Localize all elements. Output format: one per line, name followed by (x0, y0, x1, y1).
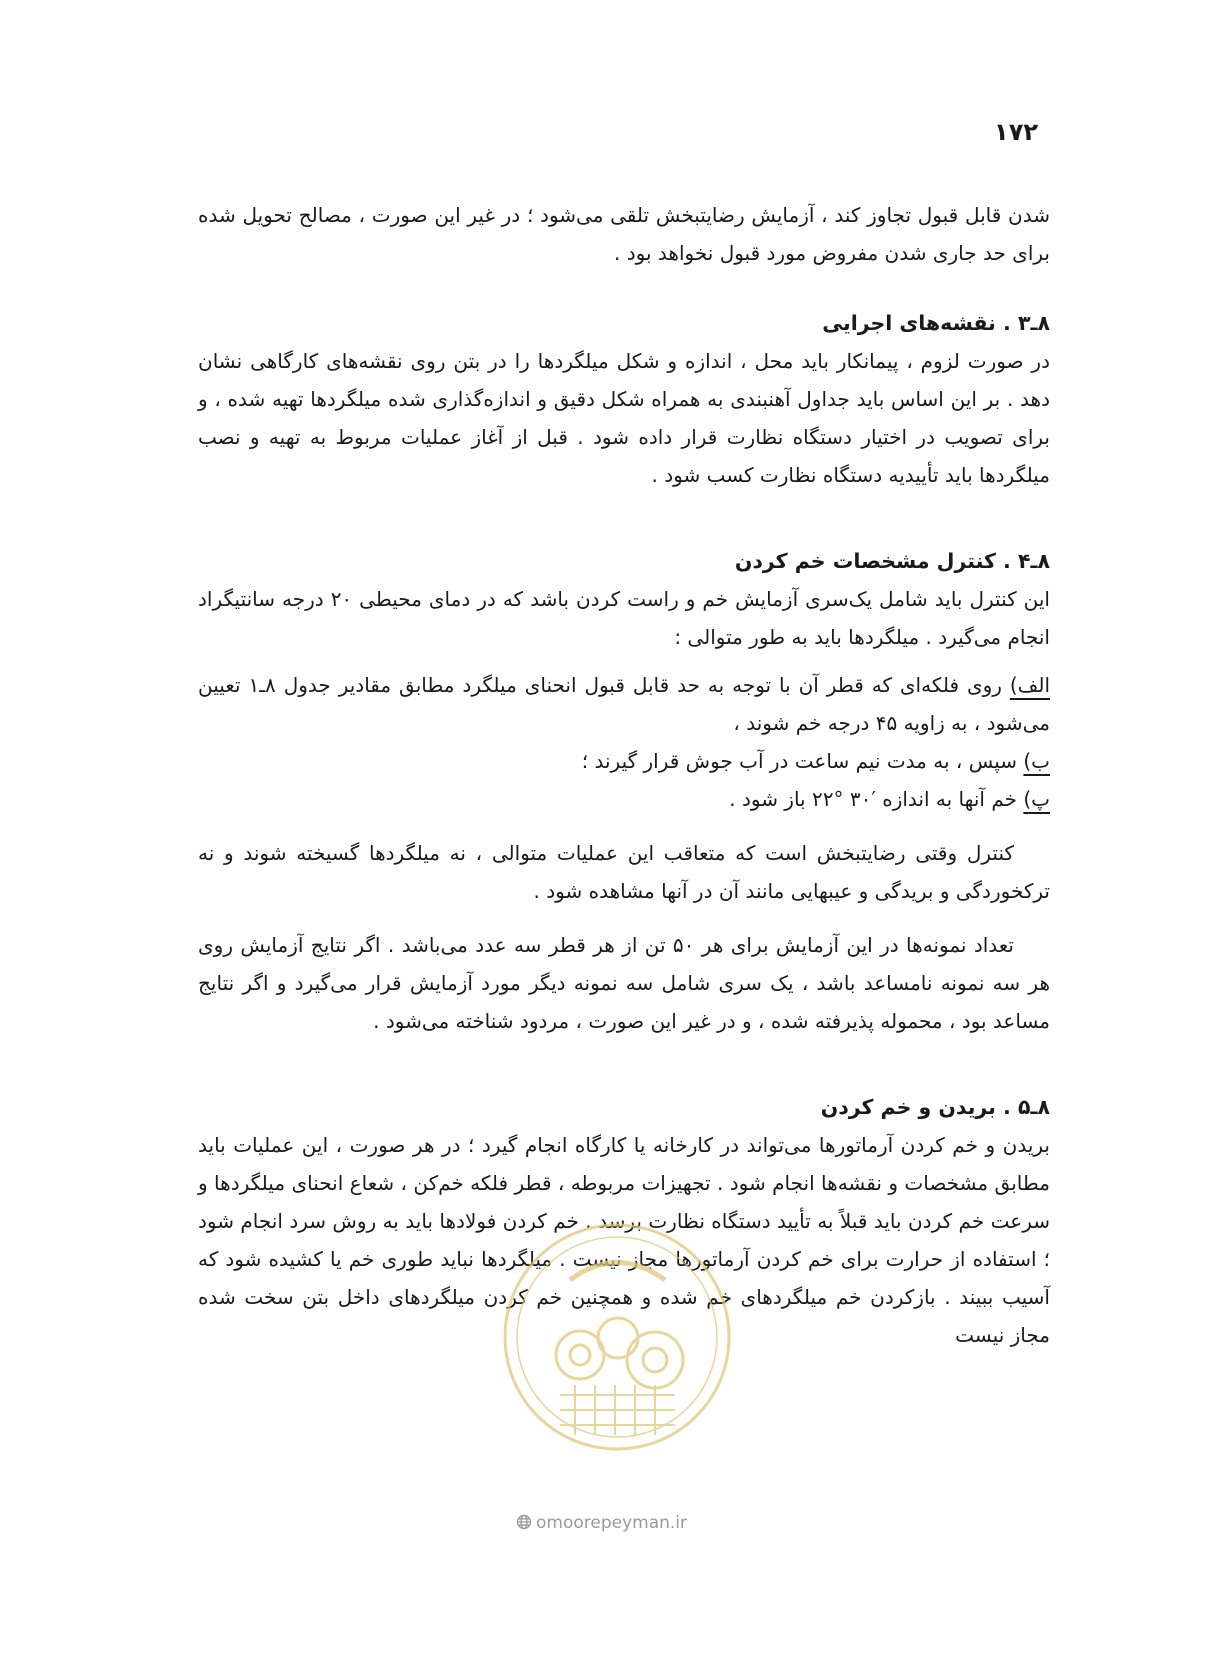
intro-paragraph: شدن قابل قبول تجاوز کند ، آزمایش رضایتبخش تلقی می‌شود ؛ در غیر این صورت ، مصالح تحویل شده برای حد جاری شدن مفروض مورد قبول نخواهد بود . (198, 203, 1050, 265)
watermark-url (516, 1513, 687, 1533)
bend-steps-list (198, 666, 1050, 818)
section-4-heading: ۸ـ۴ . کنترل مشخصات خم کردن (734, 549, 1050, 573)
section-4-paragraph-1: کنترل وقتی رضایتبخش است که متعاقب این عملیات متوالی ، نه میلگردها گسیخته شوند و نه ترکخوردگی و بریدگی و عیبهایی مانند آن در آنها مشاهده شود . (198, 841, 1050, 903)
section-3-heading: ۸ـ۳ . نقشه‌های اجرایی (822, 311, 1050, 335)
list-item (198, 780, 1050, 818)
section-4-intro: این کنترل باید شامل یک‌سری آزمایش خم و راست کردن باشد که در دمای محیطی ۲۰ درجه سانتیگراد انجام می‌گیرد . میلگردها باید به طور متوالی : (198, 587, 1050, 649)
list-item-text: روی فلکه‌ای که قطر آن با توجه به حد قابل قبول انحنای میلگرد مطابق مقادیر جدول ۸ـ۱ تعیین می‌شود ، به زاویه ۴۵ درجه خم شوند ، (198, 673, 1050, 735)
list-item-text: سپس ، به مدت نیم ساعت در آب جوش قرار گیرند ؛ (581, 749, 1024, 773)
list-item-text: خم آنها به اندازه ′۳۰ °۲۲ باز شود . (729, 787, 1024, 811)
page-number: ۱۷۲ (994, 118, 1038, 146)
watermark-url-text: omoorepeyman.ir (536, 1513, 688, 1533)
section-3-body: در صورت لزوم ، پیمانکار باید محل ، اندازه و شکل میلگردها را در بتن روی نقشه‌های کارگاهی نشان دهد . بر این اساس باید جداول آهنبندی به همراه شکل دقیق و اندازه‌گذاری شده میلگردها تهیه شده ، و برای تصویب در اختیار دستگاه نظارت قرار داده شود . قبل از آغاز عملیات مربوط به تهیه و نصب میلگردها باید تأییدیه دستگاه نظارت کسب شود . (198, 349, 1050, 487)
list-item (198, 666, 1050, 742)
globe-icon (516, 1514, 532, 1530)
list-item (198, 742, 1050, 780)
list-marker: ب) (1023, 749, 1050, 773)
watermark-seal-icon (500, 1220, 735, 1455)
section-4-paragraph-2: تعداد نمونه‌ها در این آزمایش برای هر ۵۰ تن از هر قطر سه عدد می‌باشد . اگر نتایج آزمایش روی هر سه نمونه نامساعد باشد ، یک سری شامل سه نمونه دیگر مورد آزمایش قرار می‌گیرد و اگر نتایج مساعد بود ، محموله پذیرفته شده ، و در غیر این صورت ، مردود شناخته می‌شود . (198, 933, 1050, 1033)
list-marker: پ) (1023, 787, 1050, 811)
list-marker: الف) (1009, 673, 1050, 697)
section-5-body: بریدن و خم کردن آرماتورها می‌تواند در کارخانه یا کارگاه انجام گیرد ؛ در هر صورت ، این عملیات باید مطابق مشخصات و نقشه‌ها انجام شود . تجهیزات مربوطه ، قطر فلکه خم‌کن ، شعاع انحنای میلگردها و سرعت خم کردن باید قبلاً به تأیید دستگاه نظارت برسد . خم کردن فولادها باید به روش سرد انجام شود ؛ استفاده از حرارت برای خم کردن آرماتورها مجاز نیست . میلگردها نباید طوری خم یا کشیده شود که آسیب ببیند . بازکردن خم میلگردهای خم شده و همچنین خم کردن میلگردهای داخل بتن سخت شده مجاز نیست (198, 1133, 1050, 1347)
section-5-heading: ۸ـ۵ . بریدن و خم کردن (820, 1095, 1050, 1119)
document-body (198, 196, 1050, 1354)
